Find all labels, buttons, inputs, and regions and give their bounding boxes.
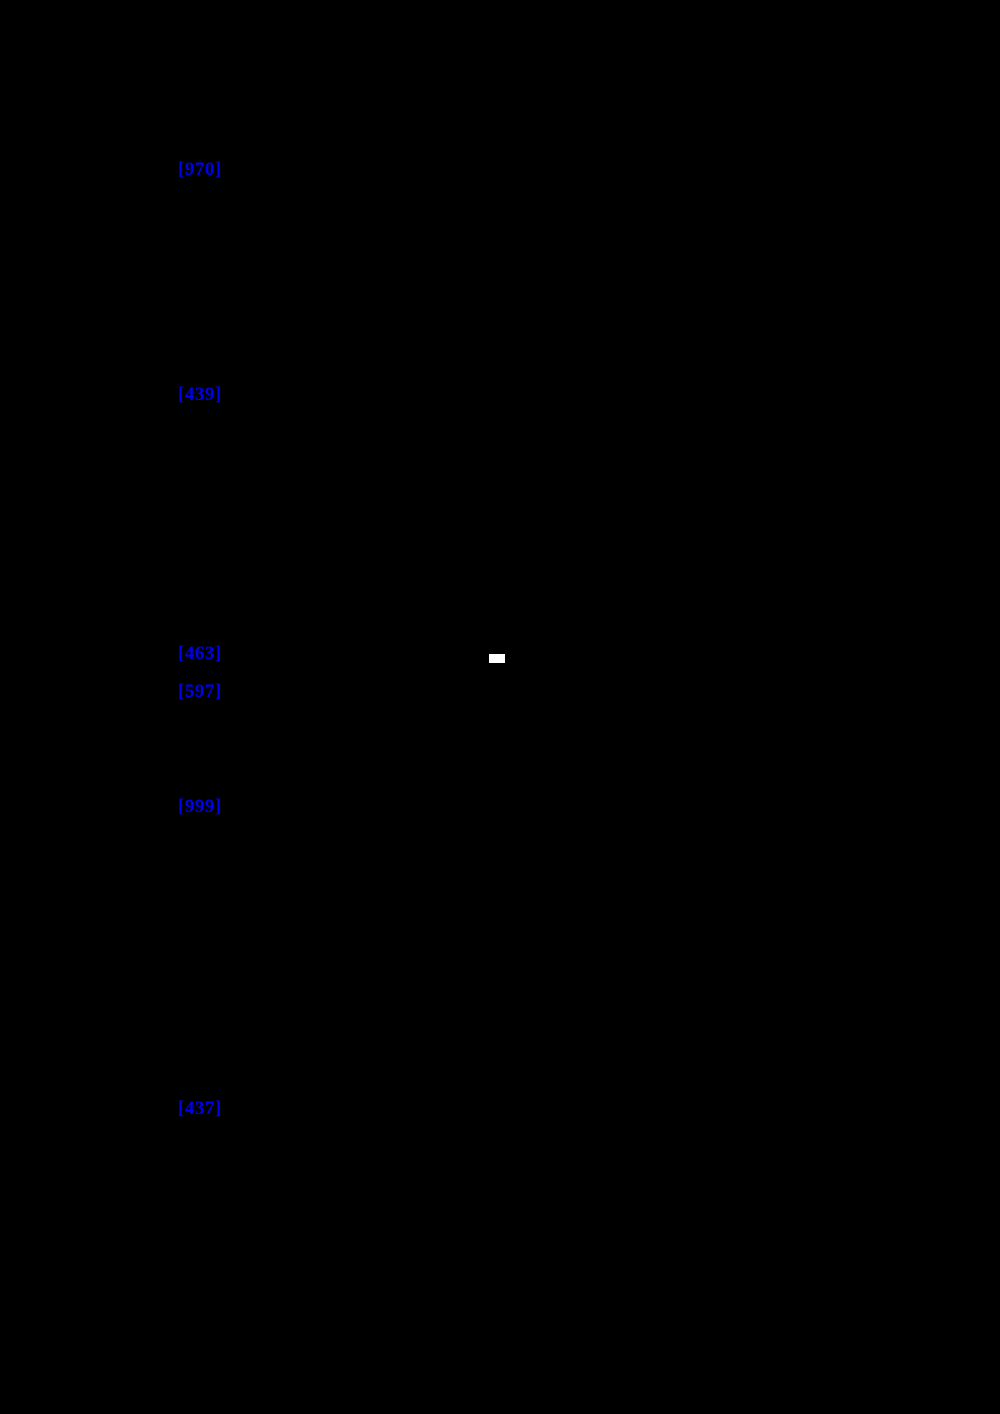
reference-marker-4[interactable]: [597]	[178, 681, 222, 702]
reference-marker-3[interactable]: [463]	[178, 643, 222, 664]
reference-marker-5[interactable]: [999]	[178, 796, 222, 817]
reference-marker-6[interactable]: [437]	[178, 1098, 222, 1119]
highlight-fragment	[489, 654, 505, 663]
reference-marker-1[interactable]: [970]	[178, 159, 222, 180]
reference-marker-2[interactable]: [439]	[178, 384, 222, 405]
